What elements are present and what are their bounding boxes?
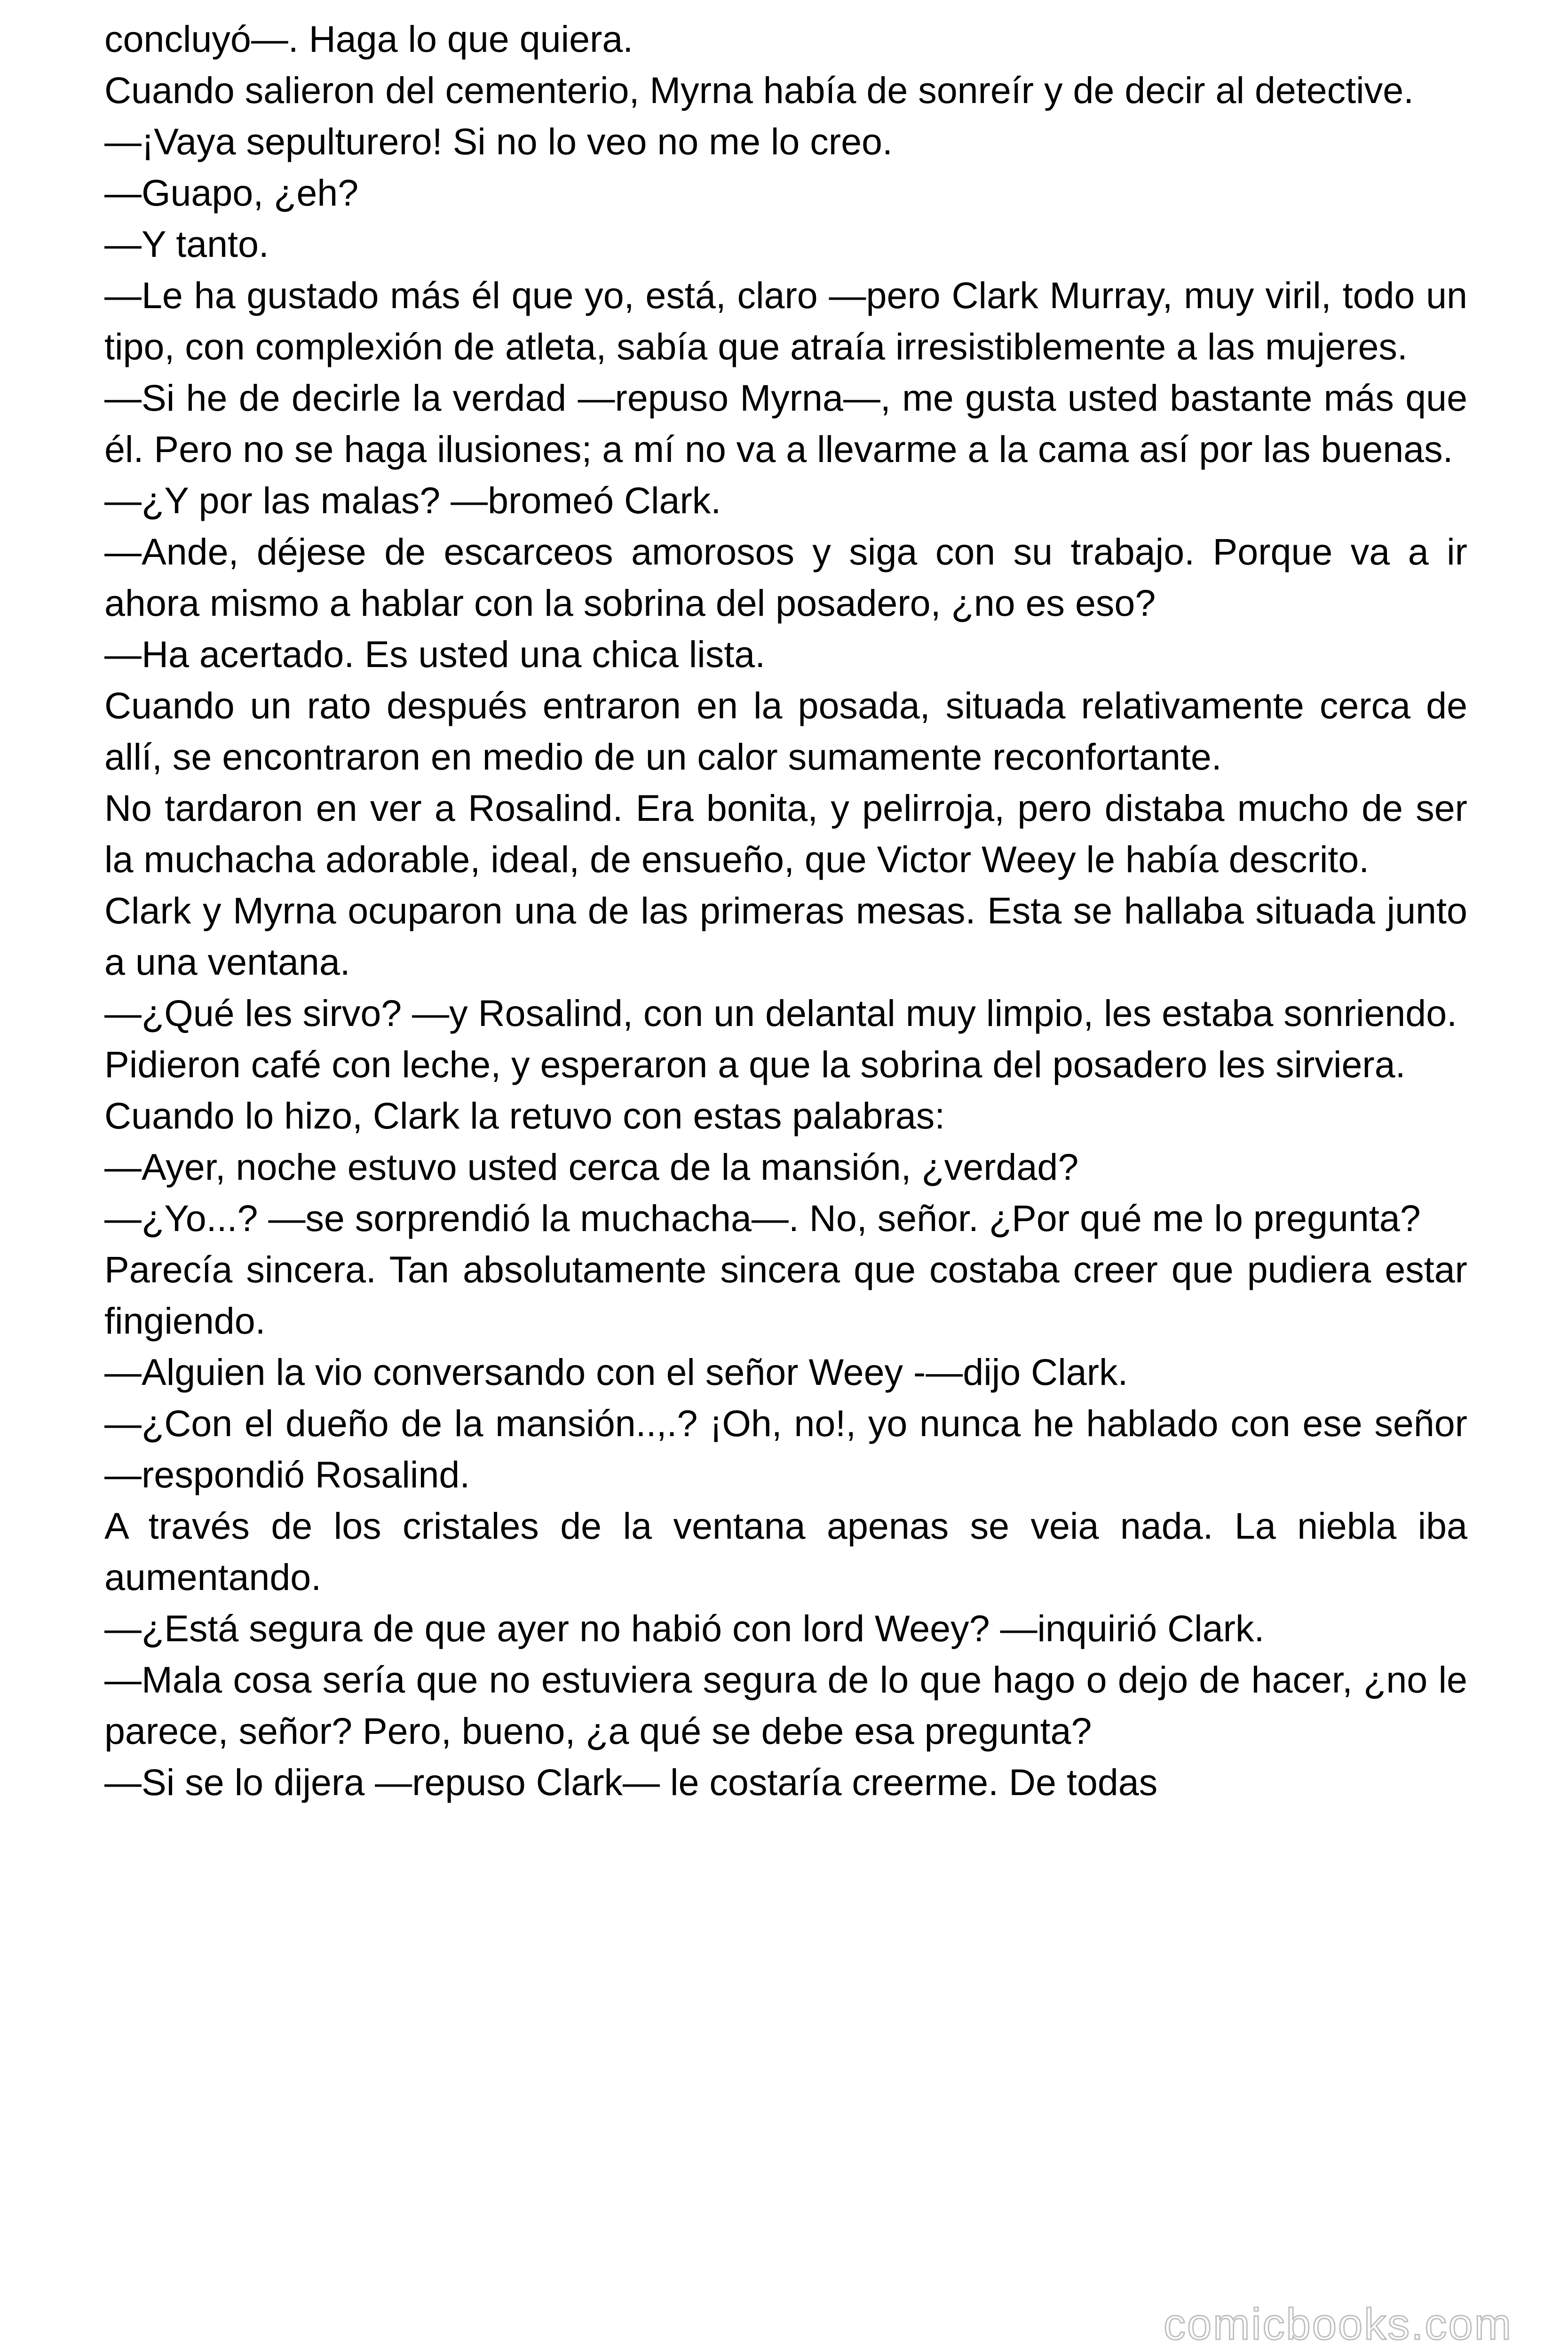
paragraph-3: —¡Vaya sepulturero! Si no lo veo no me lo creo. bbox=[104, 120, 893, 162]
paragraph-2: Cuando salieron del cementerio, Myrna había de sonreír y de decir al detective. bbox=[104, 69, 1414, 111]
document-page bbox=[104, 13, 1467, 1808]
paragraph-17: —Ayer, noche estuvo usted cerca de la mansión, ¿verdad? bbox=[104, 1146, 1079, 1188]
paragraph-15: Pidieron café con leche, y esperaron a que la sobrina del posadero les sirviera. bbox=[104, 1043, 1406, 1085]
paragraph-19: Parecía sincera. Tan absolutamente sincera que costaba creer que pudiera estar fingiendo. bbox=[104, 1248, 1467, 1342]
paragraph-1: concluyó—. Haga lo que quiera. bbox=[104, 18, 634, 60]
paragraph-13: Clark y Myrna ocuparon una de las primeras mesas. Esta se hallaba situada junto a una ventana. bbox=[104, 890, 1467, 983]
paragraph-11: Cuando un rato después entraron en la posada, situada relativamente cerca de allí, se encontraron en medio de un calor sumamente reconfortante. bbox=[104, 684, 1467, 778]
watermark: comicbooks.com bbox=[1164, 2299, 1513, 2349]
paragraph-25: —Si se lo dijera —repuso Clark— le costaría creerme. De todas bbox=[104, 1761, 1158, 1803]
paragraph-22: A través de los cristales de la ventana apenas se veia nada. La niebla iba aumentando. bbox=[104, 1505, 1467, 1598]
paragraph-21: —¿Con el dueño de la mansión..,.? ¡Oh, no!, yo nunca he hablado con ese señor —respondió Rosalind. bbox=[104, 1402, 1467, 1495]
paragraph-14: —¿Qué les sirvo? —y Rosalind, con un delantal muy limpio, les estaba sonriendo. bbox=[104, 992, 1457, 1034]
paragraph-8: —¿Y por las malas? —bromeó Clark. bbox=[104, 479, 721, 521]
paragraph-16: Cuando lo hizo, Clark la retuvo con estas palabras: bbox=[104, 1095, 945, 1136]
paragraph-12: No tardaron en ver a Rosalind. Era bonita, y pelirroja, pero distaba mucho de ser la muchacha adorable, ideal, de ensueño, que Victor Weey le había descrito. bbox=[104, 787, 1467, 880]
paragraph-10: —Ha acertado. Es usted una chica lista. bbox=[104, 633, 766, 675]
paragraph-4: —Guapo, ¿eh? bbox=[104, 172, 359, 214]
paragraph-18: —¿Yo...? —se sorprendió la muchacha—. No, señor. ¿Por qué me lo pregunta? bbox=[104, 1197, 1421, 1239]
paragraph-9: —Ande, déjese de escarceos amorosos y siga con su trabajo. Porque va a ir ahora mismo a hablar con la sobrina del posadero, ¿no es eso? bbox=[104, 531, 1467, 624]
paragraph-6: —Le ha gustado más él que yo, está, claro —pero Clark Murray, muy viril, todo un tipo, con complexión de atleta, sabía que atraía irresistiblemente a las mujeres. bbox=[104, 274, 1467, 367]
paragraph-20: —Alguien la vio conversando con el señor Weey -—dijo Clark. bbox=[104, 1351, 1128, 1393]
paragraph-5: —Y tanto. bbox=[104, 223, 269, 265]
paragraph-24: —Mala cosa sería que no estuviera segura de lo que hago o dejo de hacer, ¿no le parece, señor? Pero, bueno, ¿a qué se debe esa pregunta? bbox=[104, 1659, 1467, 1752]
paragraph-23: —¿Está segura de que ayer no habió con lord Weey? —inquirió Clark. bbox=[104, 1607, 1265, 1649]
paragraph-7: —Si he de decirle la verdad —repuso Myrna—, me gusta usted bastante más que él. Pero no se haga ilusiones; a mí no va a llevarme a la cama así por las buenas. bbox=[104, 377, 1467, 470]
